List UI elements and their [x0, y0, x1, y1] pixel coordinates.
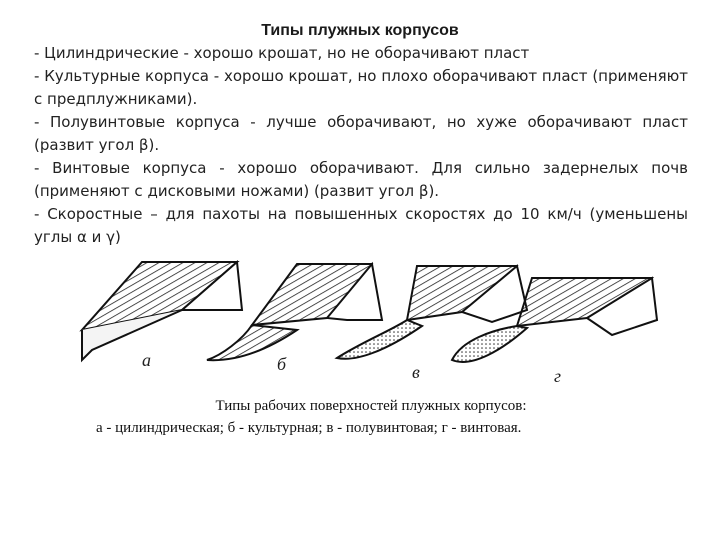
plough-bodies-figure — [72, 250, 672, 390]
figure-caption-title: Типы рабочих поверхностей плужных корпусов: — [215, 398, 527, 414]
figure-caption-legend: а - цилиндрическая; б - культурная; в - полувинтовая; г - винтовая. — [96, 420, 522, 436]
text-block — [34, 42, 688, 249]
list-item: - Полувинтовые корпуса - лучше оборачивают, но хуже оборачивают пласт (развит угол β). — [34, 113, 688, 154]
slide-title: Типы плужных корпусов — [261, 22, 459, 39]
list-item: - Цилиндрические - хорошо крошат, но не оборачивают пласт — [34, 44, 530, 62]
figure-label-a: а — [142, 350, 151, 370]
list-item: - Культурные корпуса - хорошо крошат, но плохо оборачивают пласт (применяют с предплужниками). — [34, 67, 688, 108]
figure-label-b: б — [277, 354, 287, 374]
figure-label-v: в — [412, 362, 420, 382]
plough-body-a — [82, 262, 242, 370]
list-item: - Скоростные – для пахоты на повышенных скоростях до 10 км/ч (уменьшены углы α и γ) — [34, 205, 688, 246]
figure-label-g: г — [554, 366, 562, 386]
list-item: - Винтовые корпуса - хорошо оборачивают. Для сильно задернелых почв (применяют с дисковыми ножами) (развит угол β). — [34, 159, 688, 200]
